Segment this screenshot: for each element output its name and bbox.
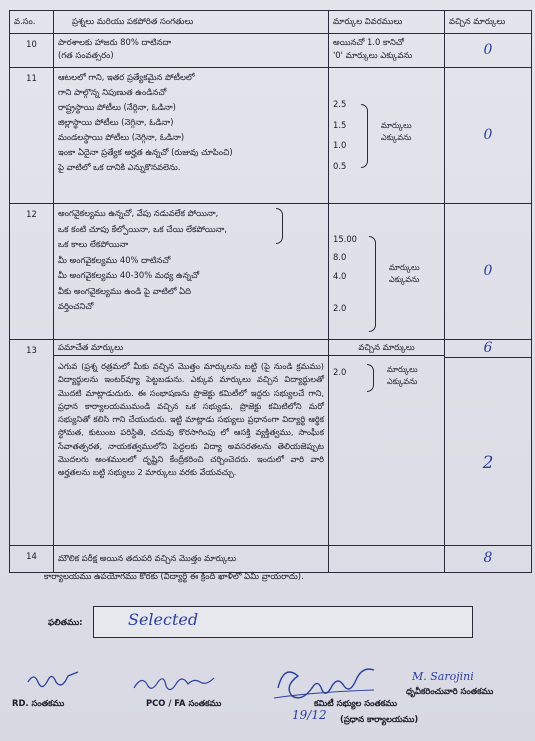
mark-value: 8.0 [333,252,347,263]
brace [276,208,283,244]
brace [367,364,374,392]
table-row [10,34,532,68]
table-header-row [10,11,532,34]
table-row [10,68,532,204]
marks-cell [329,204,445,340]
marks-cell [329,546,445,573]
mark-value: 2.0 [333,303,347,314]
question-line: మీ అంగవైకల్యము 40% దాటినచో [58,254,171,265]
marks-cell [329,340,445,546]
mark-value: 1.5 [333,119,347,130]
committee-signature-sublabel: (ప్రధాన కార్యాలయము) [340,714,419,724]
pco-signature-label: PCO / FA సంతకము [146,698,222,708]
brace-label-line: మార్కులు [381,121,412,130]
pco-signature [130,672,220,694]
question-line: మీ అంగవైకల్యము 40-30% మధ్య ఉన్నచో [58,270,200,281]
brace-label-line: ఎక్కువను [389,275,420,285]
row-title: పమాచేత మార్కులు [54,340,328,356]
brace-label [387,364,418,389]
marks-line: '0' మార్కులు ఎక్కువను [333,50,413,61]
awarded-cell [445,340,532,546]
committee-date: 19/12 [292,708,327,722]
office-use-note: కార్యాలయము ఉపయోగము కొరకు (విద్యార్థి ఈ క్రింది ఖాళీలో ఏమీ వ్రాయరాదు). [44,571,304,581]
question-line: ఒక కాలు లేకపోయినా [58,239,129,250]
row-number: 13 [10,340,54,546]
marks-cell [329,68,445,204]
question-line: అంగవైకల్యము ఉన్నచో, వేపు నడువలేక పోయినా, [58,208,219,218]
awarded-mark: 2 [482,453,494,473]
awarded-mark: 0 [445,34,532,68]
mark-value: 2.5 [333,99,347,109]
brace [361,104,368,168]
question-cell [54,68,329,204]
brace-label-line: మార్కులు [387,365,418,374]
awarded-mark: 0 [445,68,532,204]
awarded-mark: 0 [445,204,532,340]
table-row [10,546,532,573]
question-line: (గత సంవత్సరం) [58,50,114,61]
question-line: ఇంకా ఏదైనా ప్రత్యేక అర్హత ఉన్నచో (రుజువు చూపించి) [58,146,233,157]
question-line: పై వాటిలో ఒక దానికి ఎన్నుకొనవలెను. [58,161,181,172]
question-line: గాని పాల్గొన్న నిపుణుత ఉండినచో [58,86,167,97]
result-value: Selected [128,610,199,629]
header-awarded: వచ్చిన మార్కులు [445,11,532,34]
question-cell [54,340,329,546]
question-line: ఒక కంటి చూపు కేల్పోయినా, ఒక చేయి లేకపోయినా, [58,223,228,234]
brace-label-line: ఎక్కువను [381,133,412,143]
result-label: ఫలితము: [48,618,83,628]
committee-signature-label: కమిటీ సభ్యుల సంతకము [314,698,398,708]
rd-signature-label: RD. సంతకము [12,698,65,708]
question-line: ఆటలలో గాని, ఇతర ప్రత్యేకమైన పోటీలలో [58,72,195,82]
mark-value: 1.0 [333,140,347,151]
row-number: 10 [10,34,54,68]
mark-value: 2.0 [333,367,347,378]
brace [369,236,376,332]
question-line: మౌలిక పరీక్ష అయిన తదుపరి వచ్చిన మొత్తం మార్కులు [58,553,237,564]
awarded-subtotal: 6 [445,340,531,358]
question-line: వీకు అంగవైకల్యము ఉండి పై వాటిలో ఏది [58,285,192,296]
question-cell [54,204,329,340]
marks-cell [329,34,445,68]
verifier-signature-label: ధృవీకరించువారి సంతకము [406,686,494,696]
verifier-handwritten-name: M. Sarojini [412,670,474,683]
row-number: 11 [10,68,54,204]
question-line: పారశాలకు హాజరు 80% దాటినదా [58,37,172,47]
marks-line: అయినచో 1.0 కానిచో [333,37,404,47]
brace-label-line: మార్కులు [389,263,420,272]
question-line: వర్తించనిచో [58,301,94,312]
marks-table [9,10,532,573]
row-number: 14 [10,546,54,573]
question-line: మండలస్థాయి పోటీలు (నెగ్గినా, ఓడినా) [58,131,185,142]
question-line: జిల్లాస్థాయి పోటీలు (నెగ్గినా, ఓడినా) [58,116,174,127]
rd-signature [24,668,84,692]
brace-label-line: ఎక్కువను [387,377,418,387]
header-marks: మార్కుల వివరములు [329,11,445,34]
mark-value: 4.0 [333,270,347,281]
awarded-total: 8 [445,546,532,573]
question-cell [54,34,329,68]
table-row [10,340,532,546]
table-row [10,204,532,340]
question-line: రాష్ట్రస్థాయి పోటీలు (నేర్గినా, ఓడినా) [58,101,176,112]
header-question: ప్రశ్నలు మరియు పకపోరిత సంగతులు [54,11,329,34]
header-serial: వ.సం. [10,11,54,34]
question-cell [54,546,329,573]
mark-value: 15.00 [333,234,357,244]
brace-label [389,262,420,287]
interview-paragraph: ఎగువ (ప్రశ్న రత్రమలో మీకు వచ్చిన మొత్తం మార్కులను బట్టి (పై నుండి క్రమము) విద్యార్థులను ఇంటర్‌వ్యూ పెట్టబడును. ఎక్కువ మార్కులు వచ్చిన విద్యార్థులతో మొదటి మాట్లాడుదురు. ఈ సంభాషణను ప్రొజెక్టు కమిటీలో ఇద్దరు సభ్యులచే గాని, ప్రధాన కార్యాలయముమండి వచ్చిన ఒక సభ్యుడు, ప్రొజెక్టు కమిటిలోని మరో సభ్యునితో కలిసి గాని చేయుదురు. ఇట్టి మాట్లాడు సభ్యులు ప్రధానంగా విద్యార్థి ఆర్థిక స్థోమత, కుటుంబ పరిస్థితి, చదువు కొరసాగింపు లో ఆసక్తి వ్యక్తిత్వము, సాంఘీక సేవాతత్పరత, నాయకత్వములోని పెద్దలకు విద్యా అవసరతలను తెలియజెప్పుట మొదలగు అంశములలో దృష్టిని కేంద్రీకరించి చర్చించెదరు. ఇందులో వారి వారి అర్హతలను బట్టి సభ్యులు 2 మార్కులు వరకు వేయవచ్చు. [58,361,324,478]
mark-value: 0.5 [333,160,347,171]
row-number: 12 [10,204,54,340]
awarded-subhead: వచ్చిన మార్కులు [329,340,444,356]
result-field [93,606,473,638]
brace-label [381,120,412,145]
